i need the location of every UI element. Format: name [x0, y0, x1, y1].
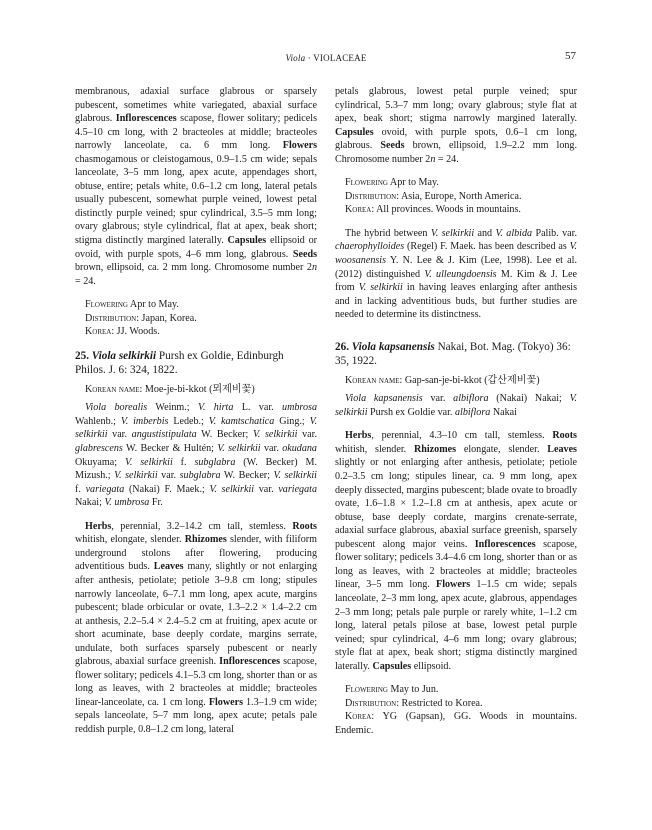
flowering-line: Flowering Apr to May. [85, 299, 179, 311]
running-header: Viola · VIOLACEAE [285, 53, 367, 63]
korea-line-25: Korea: All provinces. Woods in mountains. [345, 204, 521, 216]
species-25-heading: 25. Viola selkirkii Pursh ex Goldie, Edinburgh Philos. J. 6: 324, 1822. [75, 349, 284, 377]
species-26-heading: 26. Viola kapsanensis Nakai, Bot. Mag. (Tokyo) 36: 35, 1922. [335, 340, 571, 368]
left-column [75, 85, 317, 737]
continued-description: membranous, adaxial surface glabrous or sparsely pubescent, sometimes white variegated, abaxial surface glabrous. Inflorescences scapose, flower solitary; pedicels 4.5–10 cm long, with 2 bracteoles at middle; bracteoles narrowly lanceolate, ca. 6 mm long. Flowers chasmogamous or cleistogamous, 0.9–1.5 cm wide; sepals lanceolate, 3–5 mm long, apex acute, appendages short, obtuse, entire; petals white, 0.6–1.2 cm long, lateral petals usually pubescent, somewhat purple veined, lowest petal distinctly purple veined; spur cylindrical, 3.5–5 mm long; ovary glabrous; style cylindrical, flat at apex, beak short; stigma distinctly margined laterally. Capsules ellipsoid or ovoid, with purple spots, 4–6 mm long, glabrous. Seeds brown, ellipsoid, ca. 2 mm long. Chromosome number 2n = 24. [75, 86, 317, 287]
distribution-line: Distribution: Japan, Korea. [85, 312, 197, 324]
continued-description-25: petals glabrous, lowest petal purple veined; spur cylindrical, 5.3–7 mm long; ovary glabrous; style flat at apex, beak short; stigma narrowly margined laterally. Capsules ovoid, with purple spots, 0.6–1 cm long, glabrous. Seeds brown, ellipsoid, 1.9–2.2 mm long. Chromosome number 2n = 24. [335, 86, 577, 165]
distribution-line-26: Distribution: Restricted to Korea. [345, 697, 483, 709]
header-family: VIOLACEAE [313, 53, 367, 63]
synonyms-25: Viola borealis Weinm.; V. hirta L. var. umbrosa Wahlenb.; V. imberbis Ledeb.; V. kamtschatica Ging.; V. selkirkii var. angustistipulata W. Becker; V. selkirkii var. glabrescens W. Becker & Hultén; V. selkirkii var. okudana Okuyama; V. selkirkii f. subglabra (W. Becker) M. Mizush.; V. selkirkii var. subglabra W. Becker; V. selkirkii f. variegata (Nakai) F. Maek.; V. selkirkii var. variegata Nakai; V. umbrosa Fr. [75, 402, 317, 509]
korea-line-26: Korea: YG (Gapsan), GG. Woods in mountains. Endemic. [335, 711, 577, 736]
flowering-line-26: Flowering May to Jun. [345, 684, 439, 696]
header-genus: Viola [285, 53, 306, 63]
hybrid-note: The hybrid between V. selkirkii and V. albida Palib. var. chaerophylloides (Regel) F. Maek. has been described as V. woosanensis Y. N. Lee & J. Kim (Lee, 1998). Lee et al. (2012) distinguished V. ulleungdoensis M. Kim & J. Lee from V. selkirkii in having leaves enlarging after anthesis and in lacking adventitious buds, but further studies are needed to determine its distinctness. [335, 227, 577, 321]
korea-line: Korea: JJ. Woods. [85, 326, 160, 338]
korean-name-line: Korean name: Moe-je-bi-kkot (뫼제비꽃) [85, 383, 255, 395]
description-26: Herbs, perennial, 4.3–10 cm tall, stemless. Roots whitish, slender. Rhizomes elongate, slender. Leaves slightly or not enlarging after anthesis, petiolate; petiole 0.2–3.5 cm long; stipules linear, ca. 9 mm long, apex deeply dissected, margins pubescent; blade ovate to broadly ovate, 1.6–1.8 × 1.2–1.8 cm at anthesis, apex acute or obtuse, base deeply cordate, margins crenate-serrate, adaxial surface glabrous, abaxial surface greenish, sparsely pubescent along major veins. Inflorescences scapose, flower solitary; pedicels 3.4–4.6 cm long, shorter than or as long as leaves, with 2 bracteoles at middle; bracteoles linear, 3–5 mm long. Flowers 1–1.5 cm wide; sepals lanceolate, 2–3 mm long, apex acute, glabrous, appendages 2–3 mm long; petals pale purple or rarely white, 1–1.2 cm long, lateral petals pilose at base, lowest petal purple veined; spur cylindrical, 4–6 mm long; ovary glabrous; style flat at apex, beak short; stigma distinctly margined laterally. Capsules ellipsoid. [335, 430, 577, 672]
synonyms-26: Viola kapsanensis var. albiflora (Nakai) Nakai; V. selkirkii Pursh ex Goldie var. albiflora Nakai [335, 393, 577, 418]
right-column [335, 85, 577, 737]
page-number: 57 [565, 50, 576, 62]
distribution-line-25: Distribution: Asia, Europe, North America. [345, 190, 522, 202]
korean-name-line-26: Korean name: Gap-san-je-bi-kkot (갑산제비꽃) [345, 374, 540, 386]
description-25: Herbs, perennial, 3.2–14.2 cm tall, stemless. Roots whitish, elongate, slender. Rhizomes slender, with filiform underground stolons after flowering, producing adventitious buds. Leaves many, slightly or not enlarging after anthesis, petiolate; petiole 3–9.8 cm long; stipules narrowly lanceolate, 6–7.1 mm long, apex acute, margins pubescent; blade orbicular or ovate, 1.3–2.2 × 1.4–2.2 cm at anthesis, 2.2–5.4 × 2.4–5.2 cm at fruiting, apex acute or short acuminate, base deeply cordate, margins serrate, undulate, both surfaces sparsely pubescent or nearly glabrous, abaxial surface greenish. Inflorescences scapose, flower solitary; pedicels 4.1–5.3 cm long, shorter than or as long as leaves, with 2 bracteoles at middle; bracteoles linear-lanceolate, ca. 1 cm long. Flowers 1.3–1.9 cm wide; sepals lanceolate, 5–7 mm long, apex acute; petals pale reddish purple, 0.8–1.2 cm long, lateral [75, 520, 318, 735]
flowering-line-25: Flowering Apr to May. [345, 177, 439, 189]
